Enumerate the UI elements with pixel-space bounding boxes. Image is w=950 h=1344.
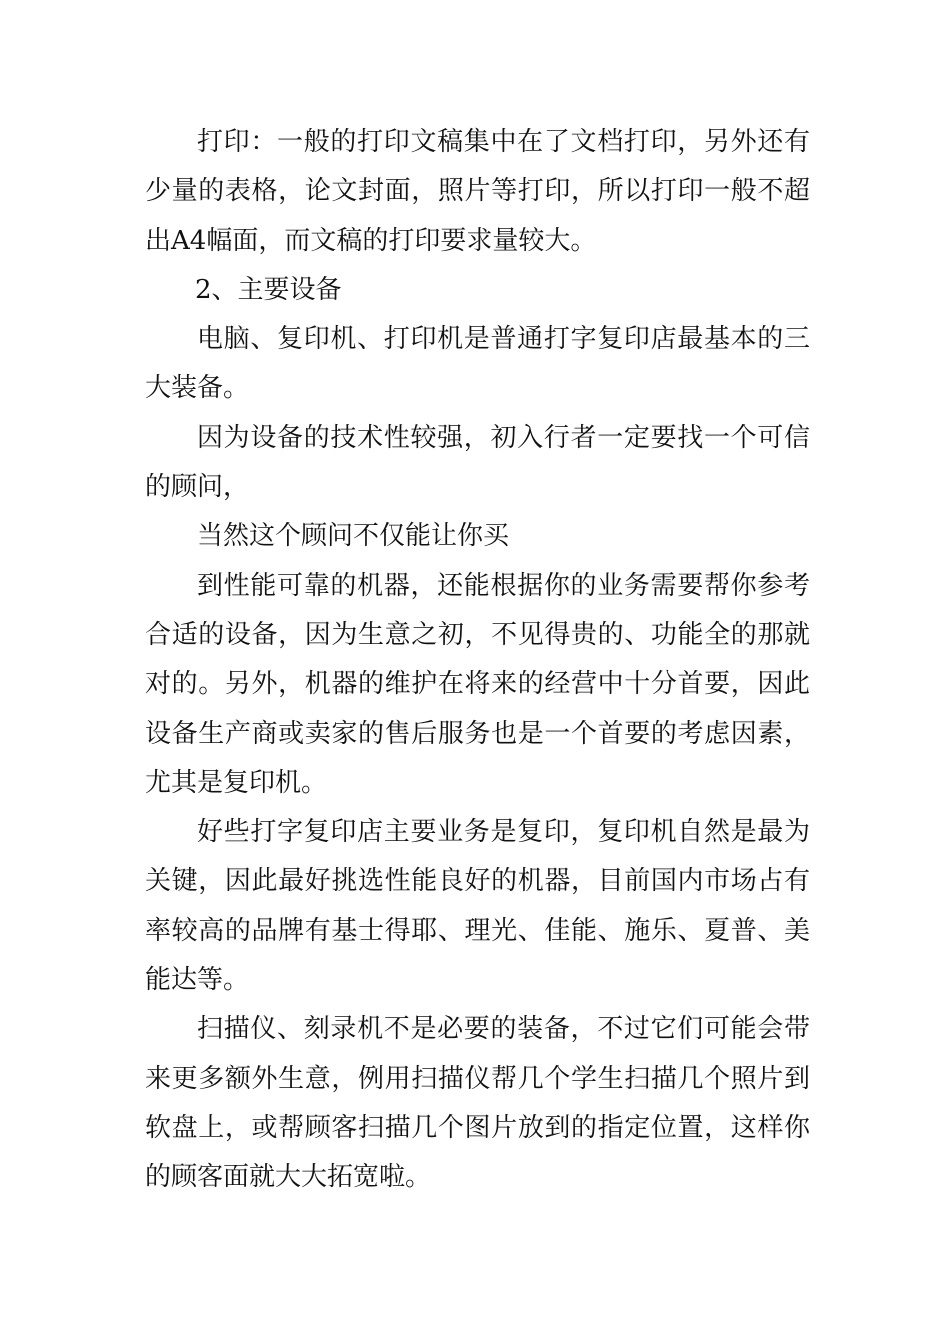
section-heading-main-equipment: 2、主要设备 <box>195 274 342 305</box>
paragraph-printing: 打印：一般的打印文稿集中在了文档打印，另外还有少量的表格，论文封面，照片等打印，所以打印一般不超出A4幅面，而文稿的打印要求量较大。 <box>145 127 810 256</box>
paragraph-basic-equipment: 电脑、复印机、打印机是普通打字复印店最基本的三大装备。 <box>145 324 810 404</box>
paragraph-reliable-machines: 到性能可靠的机器，还能根据你的业务需要帮你参考合适的设备，因为生意之初，不见得贵的、功能全的那就对的。另外，机器的维护在将来的经营中十分首要，因此设备生产商或卖家的售后服务也是一个首要的考虑因素，尤其是复印机。 <box>145 570 810 798</box>
paragraph-scanner-burner: 扫描仪、刻录机不是必要的装备，不过它们可能会带来更多额外生意，例用扫描仪帮几个学生扫描几个照片到软盘上，或帮顾客扫描几个图片放到的指定位置，这样你的顾客面就大大拓宽啦。 <box>145 1014 810 1193</box>
paragraph-copier-brands: 好些打字复印店主要业务是复印，复印机自然是最为关键，因此最好挑选性能良好的机器，目前国内市场占有率较高的品牌有基士得耶、理光、佳能、施乐、夏普、美能达等。 <box>145 817 810 996</box>
paragraph-consultant: 因为设备的技术性较强，初入行者一定要找一个可信的顾问， <box>145 422 810 503</box>
document-body <box>145 118 810 1203</box>
paragraph-consultant-continued: 当然这个顾问不仅能让你买 <box>197 521 510 552</box>
